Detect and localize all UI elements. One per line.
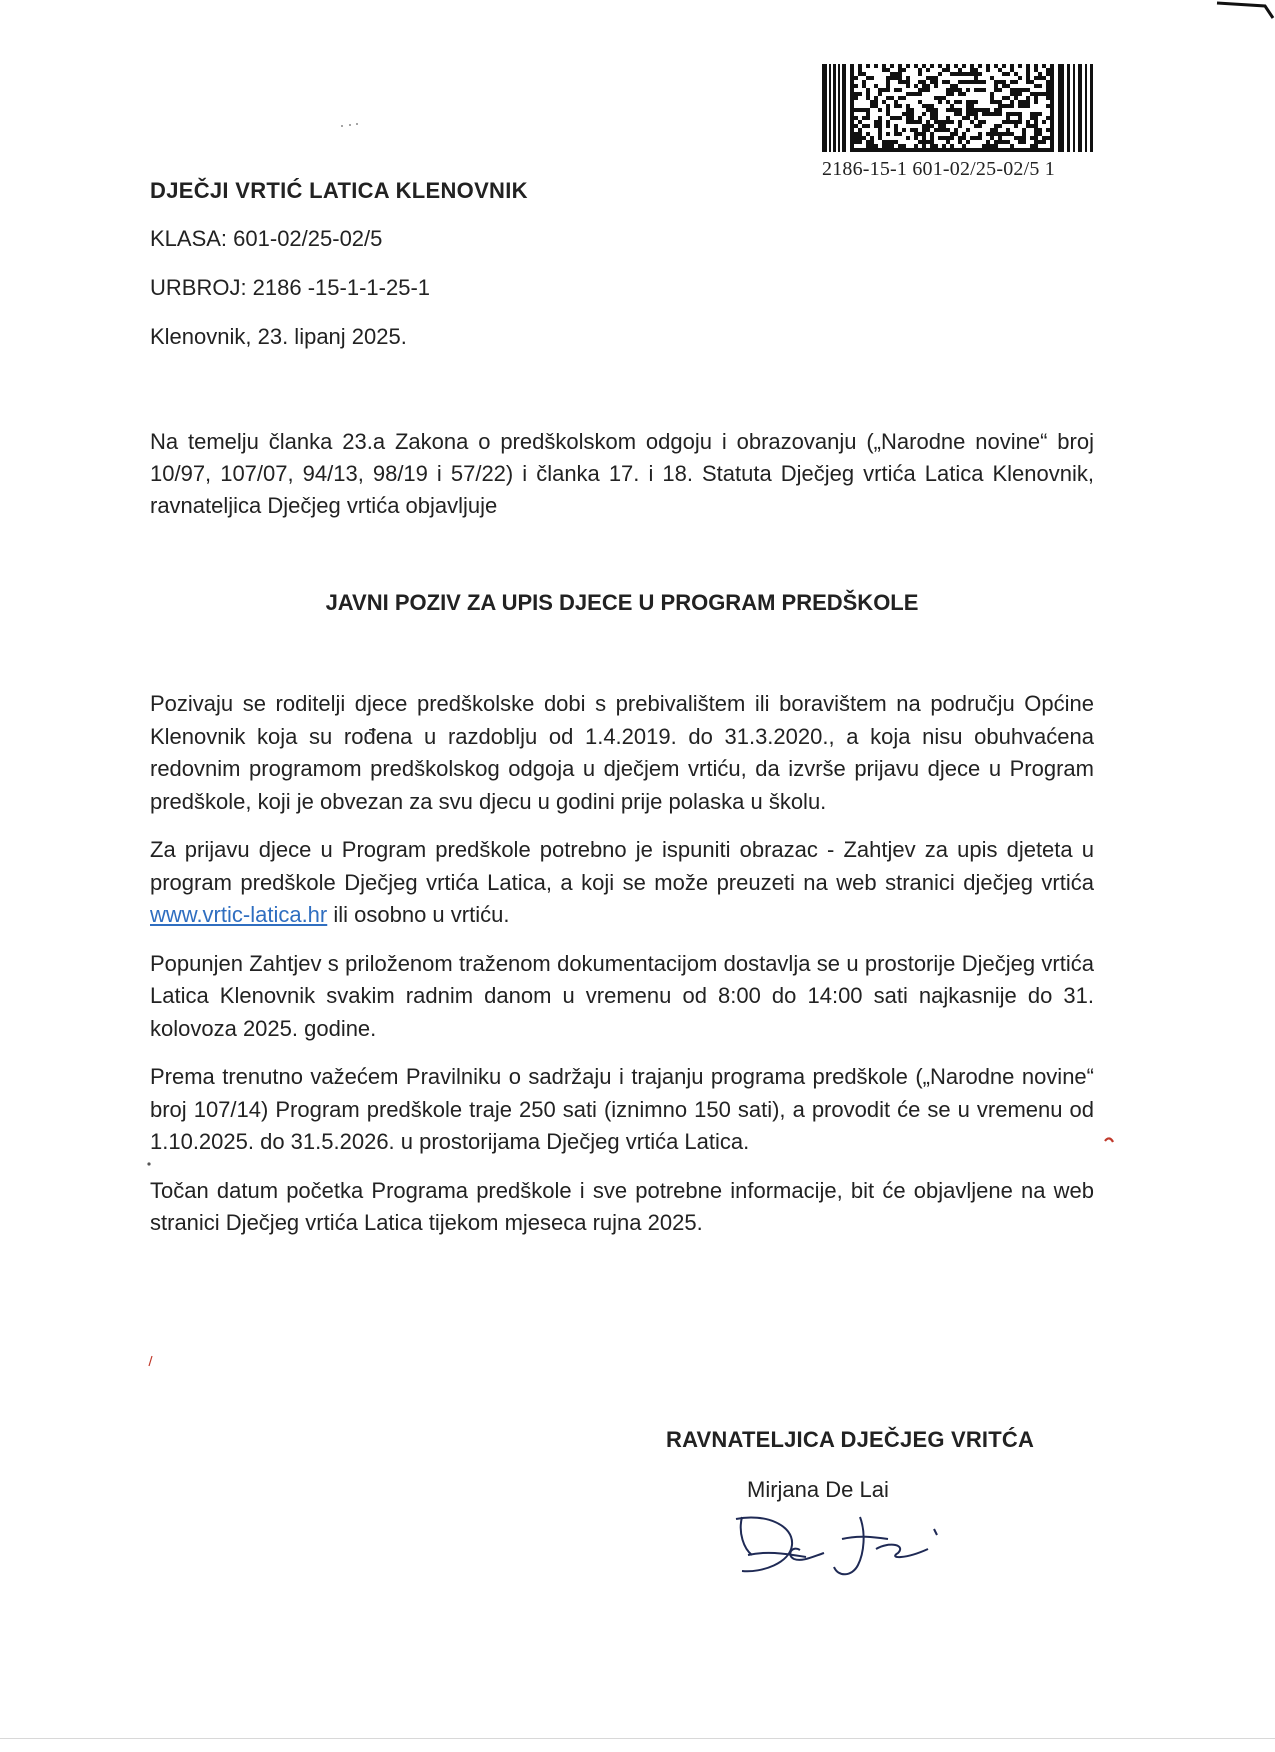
- barcode-icon: [822, 64, 1094, 152]
- scan-speck: [338, 120, 362, 130]
- body-paragraph-5: Točan datum početka Programa predškole i sve potrebne informacije, bit će objavljene na web stranici Dječjeg vrtića Latica tijekom mjeseca rujna 2025.: [150, 1177, 1094, 1235]
- body-paragraph-2-end: ili osobno u vrtiću.: [327, 902, 510, 927]
- body-paragraph-2-start: Za prijavu djece u Program predškole potrebno je ispuniti obrazac - Zahtjev za upis djeteta u program predškole Dječjeg vrtića Latica, a koji se može preuzeti na web stranici dječjeg vrtića: [150, 837, 1094, 895]
- place-date-line: Klenovnik, 23. lipanj 2025.: [150, 324, 407, 349]
- website-link[interactable]: www.vrtic-latica.hr: [150, 902, 328, 927]
- document-header: [150, 178, 850, 373]
- bottom-scan-edge: [0, 1738, 1275, 1739]
- barcode-number: 2186-15-1 601-02/25-02/5 1: [822, 158, 1055, 180]
- body-paragraph-1: Pozivaju se roditelji djece predškolske dobi s prebivalištem ili boravištem na području Općine Klenovnik koja su rođena u razdoblju od 1.4.2019. do 31.3.2020., a koja nisu obuhvaćena redovnim programom predškolskog odgoja u dječjem vrtiću, da izvrše prijavu djece u Program predškole, koji je obvezan za svu djecu u godini prije polaska u školu.: [150, 691, 1094, 814]
- red-ink-mark: [1102, 1134, 1116, 1148]
- signature-title: RAVNATELJICA DJEČJEG VRITĆA: [666, 1427, 1035, 1452]
- klasa-line: KLASA: 601-02/25-02/5: [150, 226, 383, 251]
- document-title: JAVNI POZIV ZA UPIS DJECE U PROGRAM PREDŠKOLE: [325, 590, 919, 615]
- body-paragraph-3: Popunjen Zahtjev s priloženom traženom dokumentacijom dostavlja se u prostorije Dječjeg vrtića Latica Klenovnik svakim radnim danom u vremenu od 8:00 do 14:00 sati najkasnije do 31. kolovoza 2025. godine.: [150, 950, 1094, 1041]
- signatory-name: Mirjana De Lai: [747, 1477, 889, 1502]
- body-paragraph-2: [150, 834, 1094, 932]
- body-paragraph-4: Prema trenutno važećem Pravilniku o sadržaju i trajanju programa predškole („Narodne novine“ broj 107/14) Program predškole traje 250 sati (iznimno 150 sati), a provodit će se u vremenu od 1.10.2025. do 31.5.2026. u prostorijama Dječjeg vrtića Latica.: [150, 1064, 1094, 1154]
- scan-speck: [143, 1158, 157, 1172]
- barcode-block: [822, 64, 1096, 181]
- urbroj-line: URBROJ: 2186 -15-1-1-25-1: [150, 275, 431, 300]
- corner-scan-mark: [1215, 0, 1275, 20]
- scan-speck: [146, 1354, 156, 1368]
- intro-paragraph: Na temelju članka 23.a Zakona o predškolskom odgoju i obrazovanju („Narodne novine“ broj 10/97, 107/07, 94/13, 98/19 i 57/22) i članka 17. i 18. Statuta Dječjeg vrtića Latica Klenovnik, ravnateljica Dječjeg vrtića objavljuje: [150, 429, 1094, 518]
- handwritten-signature-icon: [730, 1505, 950, 1590]
- organization-name: DJEČJI VRTIĆ LATICA KLENOVNIK: [150, 178, 528, 203]
- document-body: [150, 688, 1094, 1256]
